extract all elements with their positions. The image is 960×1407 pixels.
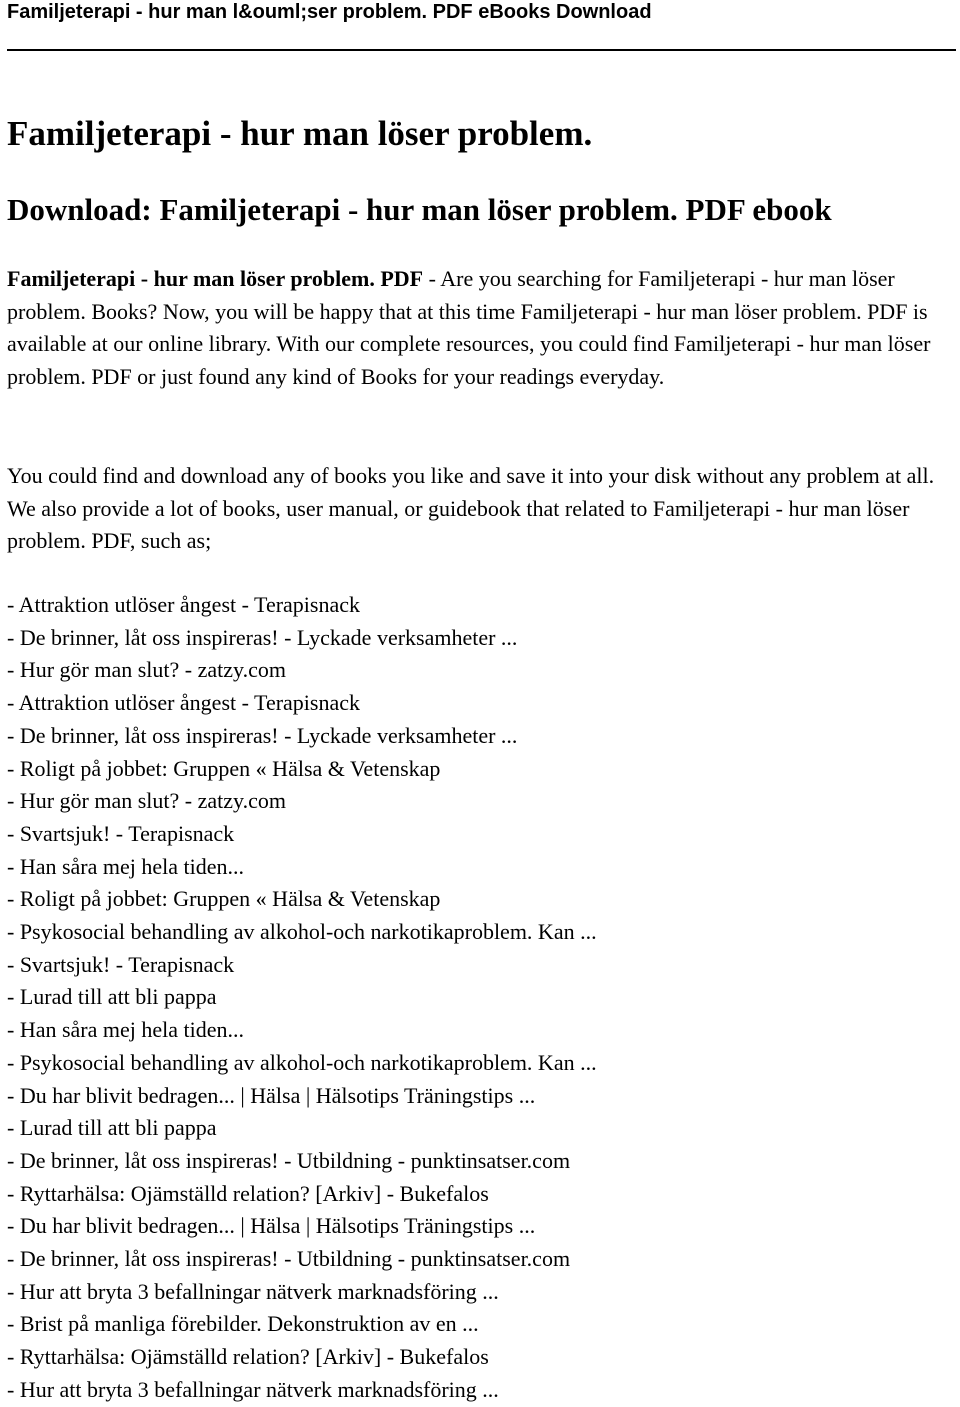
list-item: - Han såra mej hela tiden... xyxy=(7,853,245,879)
list-item: - Lurad till att bli pappa xyxy=(7,1115,217,1141)
list-item: - Roligt på jobbet: Gruppen « Hälsa & Vetenskap xyxy=(7,886,441,912)
list-item: - De brinner, låt oss inspireras! - Utbildning - punktinsatser.com xyxy=(7,1147,571,1173)
intro-bold-lead: Familjeterapi - hur man löser problem. PDF xyxy=(7,266,424,291)
list-item: - Han såra mej hela tiden... xyxy=(7,1017,245,1043)
page-header: Familjeterapi - hur man l&ouml;ser problem. PDF eBooks Download xyxy=(7,1,652,23)
list-item: - Attraktion utlöser ångest - Terapisnack xyxy=(7,592,361,617)
document-title: Familjeterapi - hur man löser problem. xyxy=(7,114,593,153)
list-item: - Brist på manliga förebilder. Dekonstruktion av en ... xyxy=(7,1311,479,1337)
list-item: - Ryttarhälsa: Ojämställd relation? [Arkiv] - Bukefalos xyxy=(7,1180,489,1206)
intro-paragraph xyxy=(7,263,957,393)
download-paragraph: You could find and download any of books you like and save it into your disk without any problem at all. We also provide a lot of books, user manual, or guidebook that related to Familjeterapi - hur man löser problem. PDF, such as; xyxy=(7,463,935,554)
header-divider xyxy=(7,49,956,51)
list-item: - Roligt på jobbet: Gruppen « Hälsa & Vetenskap xyxy=(7,755,441,781)
list-item: - Hur att bryta 3 befallningar nätverk marknadsföring ... xyxy=(7,1376,499,1402)
list-item: - Attraktion utlöser ångest - Terapisnack xyxy=(7,690,361,716)
list-item: - Du har blivit bedragen... | Hälsa | Hälsotips Träningstips ... xyxy=(7,1082,536,1108)
list-item: - Hur gör man slut? - zatzy.com xyxy=(7,788,286,814)
list-item: - Hur gör man slut? - zatzy.com xyxy=(7,657,286,683)
list-item: - Svartsjuk! - Terapisnack xyxy=(7,820,235,846)
related-books-list xyxy=(7,589,597,1407)
download-heading: Download: Familjeterapi - hur man löser problem. PDF ebook xyxy=(7,192,832,227)
list-item: - Svartsjuk! - Terapisnack xyxy=(7,951,235,977)
list-item: - Psykosocial behandling av alkohol-och narkotikaproblem. Kan ... xyxy=(7,1049,597,1075)
list-item: - Lurad till att bli pappa xyxy=(7,984,217,1010)
list-item: - Hur att bryta 3 befallningar nätverk marknadsföring ... xyxy=(7,1278,499,1304)
list-item: - De brinner, låt oss inspireras! - Lyckade verksamheter ... xyxy=(7,722,518,748)
list-item: - Du har blivit bedragen... | Hälsa | Hälsotips Träningstips ... xyxy=(7,1213,536,1239)
list-item: - De brinner, låt oss inspireras! - Utbildning - punktinsatser.com xyxy=(7,1246,571,1272)
list-item: - De brinner, låt oss inspireras! - Lyckade verksamheter ... xyxy=(7,624,518,650)
intro-text: - Are you searching for Familjeterapi - hur man löser problem. Books? Now, you will be happy that at this time Familjeterapi - hur man löser problem. PDF is available at our online library. With our complete resources, you could find Familjeterapi - hur man löser problem. PDF or just found any kind of Books for your readings everyday. xyxy=(7,266,931,389)
list-item: - Psykosocial behandling av alkohol-och narkotikaproblem. Kan ... xyxy=(7,919,597,945)
list-item: - Ryttarhälsa: Ojämställd relation? [Arkiv] - Bukefalos xyxy=(7,1344,489,1370)
